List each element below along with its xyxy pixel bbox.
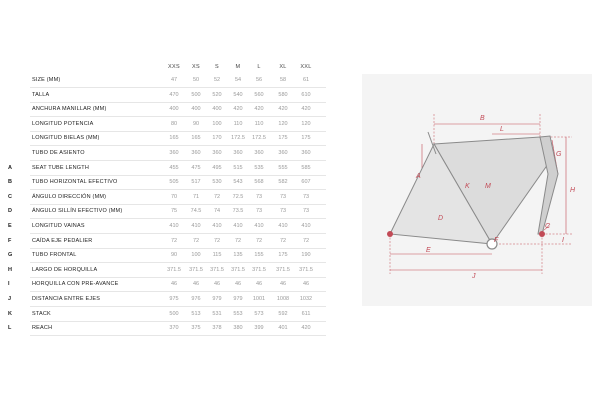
table-cell: 399 [254,325,264,332]
table-cell: 360 [169,150,179,156]
table-cell: 175 [278,252,288,259]
table-cell: 72 [279,237,287,244]
row-label: SEAT TUBE LENGTH [32,164,89,171]
table-row [0,278,330,292]
table-row [0,322,330,336]
size-header: XS [192,64,200,70]
table-row [0,147,330,161]
table-cell: 500 [169,310,179,317]
table-cell: 555 [278,164,288,171]
table-cell: 400 [212,106,222,113]
table-cell: 73 [302,193,310,200]
table-cell: 73.5 [232,208,244,215]
size-header: S [215,64,219,70]
table-cell: 380 [233,325,243,332]
table-cell: 75 [170,208,178,215]
row-label: TUBO HORIZONTAL EFECTIVO [32,179,118,186]
row-label: TUBO DE ASIENTO [32,150,85,156]
row-label: LONGITUD POTENCIA [32,120,94,127]
table-cell: 360 [233,150,243,156]
table-cell: 54 [234,77,242,83]
table-cell: 371.5 [189,266,203,273]
table-cell: 1008 [276,296,290,302]
table-cell: 573 [254,310,264,317]
row-letter: B [8,179,12,186]
table-cell: 553 [233,310,243,317]
row-divider [30,335,326,336]
table-cell: 90 [170,252,178,259]
table-cell: 410 [254,223,264,229]
table-cell: 592 [278,310,288,317]
row-label: STACK [32,310,51,317]
table-cell: 74 [213,208,221,215]
row-letter: E [8,223,12,229]
table-cell: 400 [169,106,179,113]
row-letter: K [8,310,12,317]
table-cell: 1001 [252,296,266,302]
table-cell: 475 [191,164,201,171]
table-cell: 58 [279,77,287,83]
table-row [0,235,330,249]
table-cell: 72 [192,237,200,244]
table-cell: 47 [170,77,178,83]
table-cell: 360 [254,150,264,156]
row-label: TALLA [32,91,50,98]
table-cell: 120 [278,120,288,127]
table-cell: 360 [301,150,311,156]
table-cell: 115 [212,252,222,259]
table-cell: 52 [213,77,221,83]
table-cell: 90 [192,120,200,127]
table-cell: 530 [212,179,222,186]
table-cell: 611 [301,310,311,317]
table-cell: 46 [234,281,242,288]
table-cell: 73 [255,208,263,215]
table-cell: 46 [255,281,263,288]
table-cell: 371.5 [167,266,181,273]
table-cell: 378 [212,325,222,332]
dim-label-h: H [570,187,576,194]
row-letter: I [8,281,10,288]
table-cell: 110 [233,120,243,127]
table-cell: 1032 [299,296,313,302]
table-row [0,74,330,88]
row-label: DISTANCIA ENTRE EJES [32,296,101,302]
table-cell: 370 [169,325,179,332]
frame-geometry-diagram [362,74,592,306]
size-header: M [235,64,241,70]
table-cell: 135 [233,252,243,259]
table-cell: 73 [302,208,310,215]
table-cell: 72 [234,237,242,244]
table-row [0,308,330,322]
row-letter: D [8,208,12,215]
table-cell: 371.5 [210,266,224,273]
dim-label-g: G [556,151,562,158]
table-cell: 46 [279,281,287,288]
table-cell: 70 [170,193,178,200]
row-label: LARGO DE HORQUILLA [32,266,98,273]
table-cell: 410 [212,223,222,229]
table-row [0,264,330,278]
table-cell: 420 [233,106,243,113]
table-cell: 72 [213,237,221,244]
table-cell: 979 [212,296,222,302]
table-cell: 420 [278,106,288,113]
row-label: HORQUILLA CON PRE-AVANCE [32,281,119,288]
table-cell: 517 [191,179,201,186]
row-letter: J [8,296,12,302]
table-cell: 172.5 [252,135,266,142]
table-cell: 410 [191,223,201,229]
table-cell: 495 [212,164,222,171]
table-cell: 175 [301,135,311,142]
table-cell: 976 [191,296,201,302]
table-cell: 61 [302,77,310,83]
table-cell: 74.5 [190,208,202,215]
table-cell: 420 [301,325,311,332]
row-label: ÁNGULO SILLÍN EFECTIVO (MM) [32,208,123,215]
table-cell: 568 [254,179,264,186]
table-cell: 73 [255,193,263,200]
row-letter: L [8,325,12,332]
table-row [0,249,330,263]
frame-diagram-panel [362,74,592,306]
table-cell: 172.5 [231,135,245,142]
dim-label-b: B [480,115,485,122]
table-cell: 420 [254,106,264,113]
row-letter: F [8,237,12,244]
table-cell: 560 [254,91,264,98]
table-cell: 155 [254,252,264,259]
row-label: SIZE (MM) [32,77,61,83]
dim-label-d: D [438,215,444,222]
table-cell: 165 [169,135,179,142]
size-header: XL [279,64,287,70]
table-cell: 72.5 [232,193,244,200]
table-cell: 371.5 [299,266,313,273]
table-cell: 100 [191,252,201,259]
row-label: LONGITUD VAINAS [32,223,85,229]
table-cell: 80 [170,120,178,127]
table-cell: 46 [302,281,310,288]
table-cell: 175 [278,135,288,142]
table-cell: 505 [169,179,179,186]
table-cell: 50 [192,77,200,83]
table-row [0,132,330,146]
table-cell: 46 [192,281,200,288]
table-cell: 46 [213,281,221,288]
row-label: CAÍDA EJE PEDALIER [32,237,93,244]
table-cell: 410 [169,223,179,229]
dim-label-f: F [494,237,499,244]
dim-label-l: L [500,126,504,133]
table-cell: 610 [301,91,311,98]
table-cell: 470 [169,91,179,98]
table-cell: 455 [169,164,179,171]
table-cell: 400 [191,106,201,113]
table-cell: 582 [278,179,288,186]
table-cell: 515 [233,164,243,171]
table-cell: 371.5 [231,266,245,273]
size-header: XXL [300,64,312,70]
dim-label-e: E [426,247,431,254]
table-cell: 72 [170,237,178,244]
dim-label-a: A [416,173,421,180]
table-cell: 360 [212,150,222,156]
table-cell: 170 [212,135,222,142]
table-cell: 520 [212,91,222,98]
table-cell: 72 [302,237,310,244]
row-letter: G [8,252,13,259]
table-cell: 531 [212,310,222,317]
table-cell: 979 [233,296,243,302]
row-label: ÁNGULO DIRECCIÓN (MM) [32,193,107,200]
table-cell: 410 [278,223,288,229]
table-cell: 410 [301,223,311,229]
table-cell: 120 [301,120,311,127]
row-letter: A [8,164,12,171]
row-label: TUBO FRONTAL [32,252,77,259]
table-row [0,118,330,132]
size-header: XXS [168,64,180,70]
table-cell: 100 [212,120,222,127]
table-cell: 371.5 [276,266,290,273]
table-cell: 165 [191,135,201,142]
row-letter: C [8,193,12,200]
table-cell: 73 [279,193,287,200]
dim-label-k: K [465,183,470,190]
table-cell: 975 [169,296,179,302]
table-cell: 540 [233,91,243,98]
dim-label-m: M [485,183,491,190]
table-row [0,191,330,205]
table-row [0,176,330,190]
table-cell: 72 [255,237,263,244]
table-row [0,89,330,103]
table-cell: 110 [254,120,264,127]
table-cell: 371.5 [252,266,266,273]
table-cell: 71 [192,193,200,200]
table-cell: 580 [278,91,288,98]
row-label: REACH [32,325,53,332]
row-label: LONGITUD BIELAS (MM) [32,135,100,142]
row-letter: H [8,266,12,273]
table-cell: 360 [191,150,201,156]
table-cell: 410 [233,223,243,229]
dim-label-i: I [562,237,564,244]
table-cell: 401 [278,325,288,332]
table-row [0,220,330,234]
dim-label-j: J [472,273,476,280]
table-cell: 73 [279,208,287,215]
table-row [0,162,330,176]
table-row [0,205,330,219]
table-cell: 535 [254,164,264,171]
table-cell: 607 [301,179,311,186]
table-cell: 500 [191,91,201,98]
table-cell: 72 [213,193,221,200]
table-cell: 513 [191,310,201,317]
bike-frame [390,132,558,244]
table-cell: 46 [170,281,178,288]
table-cell: 375 [191,325,201,332]
row-label: ANCHURA MANILLAR (MM) [32,106,107,113]
table-cell: 360 [278,150,288,156]
dim-label-c: C [545,223,551,230]
table-cell: 543 [233,179,243,186]
table-row [0,103,330,117]
table-cell: 420 [301,106,311,113]
size-header: L [257,64,261,70]
table-row [0,293,330,307]
table-cell: 56 [255,77,263,83]
table-cell: 190 [301,252,311,259]
table-cell: 585 [301,164,311,171]
